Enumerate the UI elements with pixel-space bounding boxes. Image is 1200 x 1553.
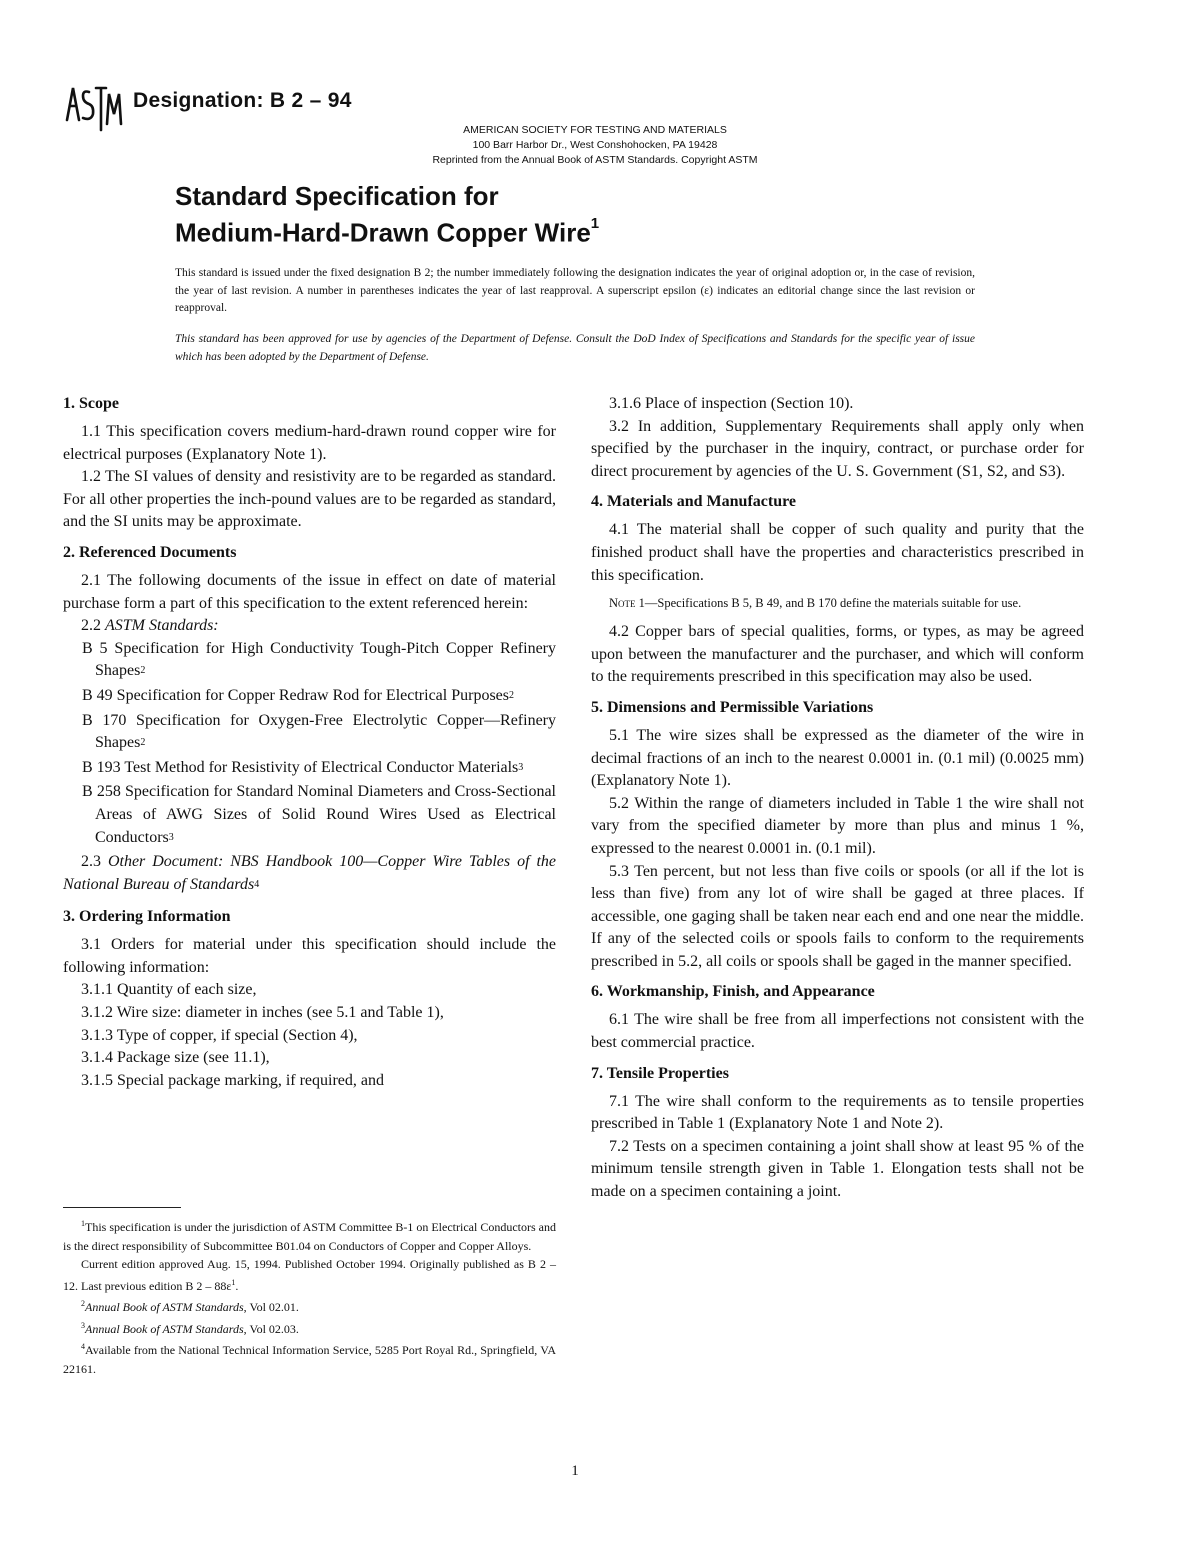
footnote-1-edition: Current edition approved Aug. 15, 1994. Published October 1994. Originally published as B 2 – 12. Last previous edition B $2 - 88\varepsilon^1$. bbox=[63, 1257, 556, 1293]
ref-b170: B 170 Specification for Oxygen-Free Electrolytic Copper—Refinery Shapes$^2$ bbox=[82, 711, 556, 752]
section-5-heading: 5. Dimensions and Permissible Variations bbox=[591, 698, 874, 716]
list-item: 3.1.3 Type of copper, if special (Section 4), bbox=[81, 1026, 358, 1044]
reprint-notice: Reprinted from the Annual Book of ASTM Standards. Copyright ASTM bbox=[432, 154, 758, 166]
para-3-2: 3.2 In addition, Supplementary Requirements shall apply only when specified by the purchaser in the inquiry, contract, or purchase order for direct procurement by agencies of the U. S. Government (S1, S2, and S3). bbox=[591, 417, 1084, 480]
list-item: 3.1.4 Package size (see 11.1), bbox=[81, 1049, 270, 1067]
list-item: 3.1.1 Quantity of each size, bbox=[81, 981, 257, 999]
para-1-2: 1.2 The SI values of density and resistivity are to be regarded as standard. For all other properties the inch-pound values are to be regarded as standard, and the SI units may be approximate. bbox=[63, 468, 556, 531]
list-item: 3.1.5 Special package marking, if required, and bbox=[81, 1071, 384, 1089]
para-1-1: 1.1 This specification covers medium-hard-drawn round copper wire for electrical purposes (Explanatory Note 1). bbox=[63, 423, 556, 463]
footnote-4: $^4$Available from the National Technical Information Service, 5285 Port Royal Rd., Springfield, VA 22161. bbox=[63, 1342, 556, 1376]
footnotes bbox=[63, 1215, 556, 1378]
society-name: AMERICAN SOCIETY FOR TESTING AND MATERIALS bbox=[463, 124, 727, 136]
note-1: Note 1—Specifications B 5, B 49, and B 170 define the materials suitable for use. bbox=[609, 596, 1022, 611]
section-6-heading: 6. Workmanship, Finish, and Appearance bbox=[591, 983, 875, 1001]
ref-b5: B 5 Specification for High Conductivity Tough-Pitch Copper Refinery Shapes$^2$ bbox=[82, 639, 556, 680]
footnote-1: $^1$This specification is under the jurisdiction of ASTM Committee B-1 on Electrical Conductors and is the direct responsibility of Subcommittee B01.04 on Conductors of Copper and Copper Alloys. bbox=[63, 1219, 556, 1253]
section-2-heading: 2. Referenced Documents bbox=[63, 543, 237, 561]
section-1-heading: 1. Scope bbox=[63, 395, 119, 412]
footnote-3: $^3$Annual Book of ASTM Standards, Vol 02.03. bbox=[81, 1320, 299, 1336]
para-3-1: 3.1 Orders for material under this specification should include the following information: bbox=[63, 936, 556, 976]
ref-b49: B 49 Specification for Copper Redraw Rod for Electrical Purposes$^2$ bbox=[82, 686, 514, 704]
section-3-heading: 3. Ordering Information bbox=[63, 908, 231, 926]
publisher-block bbox=[0, 123, 1190, 168]
preamble: This standard is issued under the fixed designation B 2; the number immediately following the designation indicates the year of original adoption or, in the case of revision, the year of last revision. A number in parentheses indicates the year of last reapproval. A superscript epsilon (ε) indicates an editorial change since the last revision or reapproval. bbox=[175, 267, 975, 314]
section-4-heading: 4. Materials and Manufacture bbox=[591, 493, 797, 511]
right-column bbox=[591, 393, 1084, 1204]
society-address: 100 Barr Harbor Dr., West Conshohocken, PA 19428 bbox=[472, 139, 718, 151]
para-7-2: 7.2 Tests on a specimen containing a joint shall show at least 95 % of the minimum tensile strength given in Table 1. Elongation tests shall not be made on a specimen containing a joint. bbox=[591, 1137, 1084, 1201]
para-2-2: 2.2 ASTM Standards: bbox=[81, 617, 219, 635]
para-5-3: 5.3 Ten percent, but not less than five coils or spools (or all if the lot is less than five) from any lot of wire shall be gaged at three places. If accessible, one gaging shall be taken near each end and one near the middle. If any of the selected coils or spools fails to conform to the requirements prescribed in 5.2, all coils or spools shall be gaged in the manner specified. bbox=[591, 862, 1084, 970]
para-5-1: 5.1 The wire sizes shall be expressed as the diameter of the wire in decimal fractions of an inch to the nearest 0.0001 in. (0.1 mil) (0.0025 mm) (Explanatory Note 1). bbox=[591, 726, 1084, 790]
para-5-2: 5.2 Within the range of diameters included in Table 1 the wire shall not vary from the specified diameter by more than plus and minus 1 %, expressed to the nearest 0.0001 in. (0.1 mil). bbox=[591, 794, 1084, 857]
section-7-heading: 7. Tensile Properties bbox=[591, 1064, 729, 1082]
footnote-divider bbox=[63, 1207, 181, 1208]
para-4-2: 4.2 Copper bars of special qualities, forms, or types, as may be agreed upon between the manufacturer and the purchaser, and which will conform to the requirements prescribed in this specification may also be used. bbox=[591, 623, 1084, 686]
dod-notice: This standard has been approved for use by agencies of the Department of Defense. Consult the DoD Index of Specifications and Standards for the specific year of issue which has been adopted by the Department of Defense. bbox=[175, 333, 975, 363]
footnote-2: $^2$Annual Book of ASTM Standards, Vol 02.01. bbox=[81, 1299, 299, 1314]
para-6-1: 6.1 The wire shall be free from all imperfections not consistent with the best commercial practice. bbox=[591, 1011, 1084, 1052]
page-number: 1 bbox=[571, 1463, 579, 1479]
title-line-2: Medium-Hard-Drawn Copper Wire$^1$ bbox=[175, 215, 600, 248]
para-7-1: 7.1 The wire shall conform to the requirements as to tensile properties prescribed in Table 1 (Explanatory Note 1 and Note 2). bbox=[591, 1092, 1084, 1133]
ref-b193: B 193 Test Method for Resistivity of Electrical Conductor Materials$^3$ bbox=[82, 758, 524, 776]
ref-b258: B 258 Specification for Standard Nominal Diameters and Cross-Sectional Areas of AWG Sizes of Solid Round Wires Used as Electrical Conductors$^3$ bbox=[82, 783, 556, 846]
title-footnote-ref: 1 bbox=[590, 215, 600, 232]
para-2-3: 2.3 Other Document: NBS Handbook 100—Copper Wire Tables of the National Bureau of Standards$^4$ bbox=[63, 853, 556, 893]
list-item: 3.1.6 Place of inspection (Section 10). bbox=[609, 395, 854, 412]
para-4-1: 4.1 The material shall be copper of such quality and purity that the finished product shall have the properties and characteristics prescribed in this specification. bbox=[591, 521, 1084, 584]
designation: Designation: B 2 – 94 bbox=[133, 89, 352, 112]
list-item: 3.1.2 Wire size: diameter in inches (see 5.1 and Table 1), bbox=[81, 1004, 444, 1022]
para-2-1: 2.1 The following documents of the issue in effect on date of material purchase form a part of this specification to the extent referenced herein: bbox=[63, 571, 556, 612]
document-title bbox=[175, 180, 599, 249]
left-column bbox=[63, 393, 556, 1092]
title-line-1: Standard Specification for bbox=[175, 181, 499, 211]
